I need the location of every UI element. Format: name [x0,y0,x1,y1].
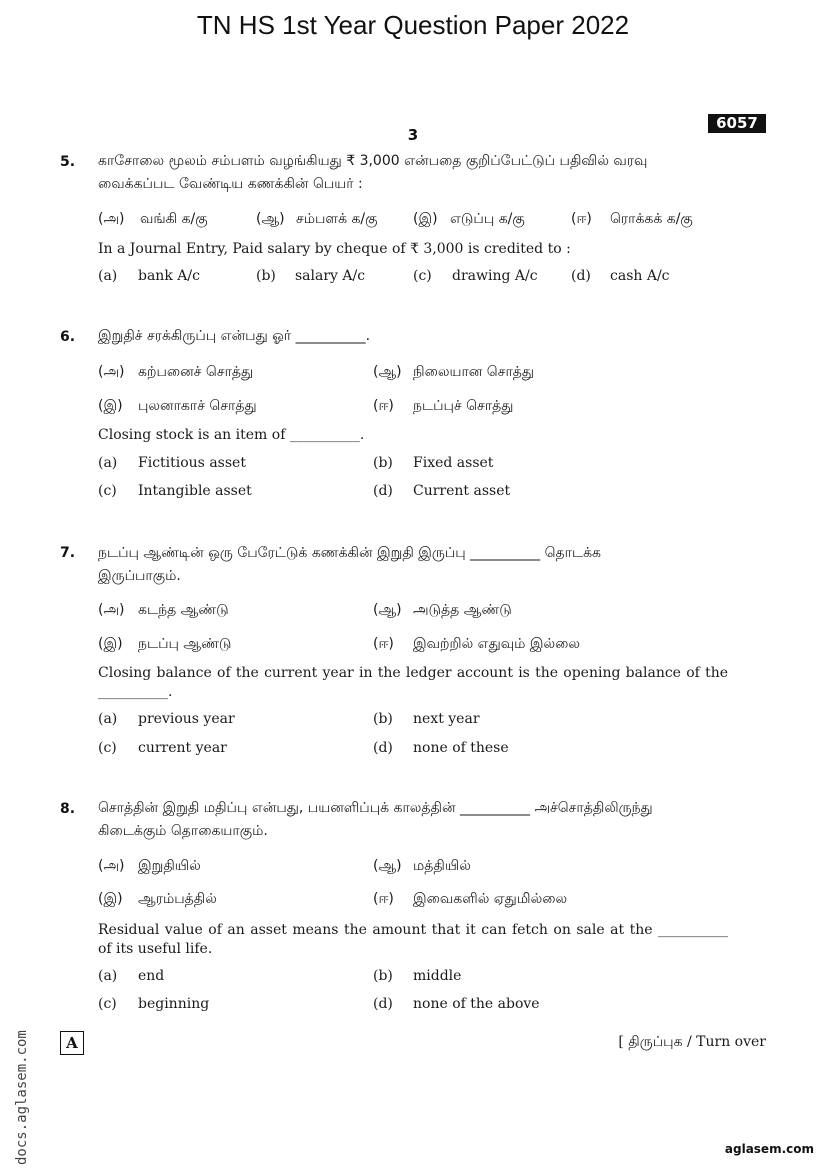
tamil-option-label: (ஆ) [373,602,402,618]
english-option-label: (c) [98,483,117,499]
english-option-label: (a) [98,455,118,471]
tamil-option-label: (இ) [98,891,123,907]
english-option-text: Current asset [413,483,511,499]
english-option-text: Fictitious asset [138,455,246,471]
english-option-label: (b) [373,711,393,727]
question-number: 8. [60,801,76,817]
tamil-option-text: கற்பனைச் சொத்து [138,364,254,380]
english-option-label: (b) [373,968,393,984]
english-option-label: (c) [98,740,117,756]
tamil-question-line: இருப்பாகும். [98,568,181,584]
tamil-option-text: நிலையான சொத்து [413,364,535,380]
tamil-option-label: (இ) [413,211,438,227]
english-option-text: Intangible asset [138,483,252,499]
tamil-option-text: வங்கி க/கு [140,211,208,227]
tamil-option-label: (ஈ) [571,211,592,227]
tamil-option-text: மத்தியில் [413,858,471,874]
tamil-option-label: (ஆ) [256,211,285,227]
tamil-question-line: இறுதிச் சரக்கிருப்பு என்பது ஓர் __________. [98,328,371,344]
english-option-text: salary A/c [295,268,366,284]
english-option-label: (c) [98,996,117,1012]
english-option-label: (d) [373,996,393,1012]
page-number: 3 [407,126,419,144]
tamil-option-label: (அ) [98,211,125,227]
version-letter-box: A [60,1031,84,1055]
page-header-title: TN HS 1st Year Question Paper 2022 [196,10,630,40]
english-option-label: (d) [373,740,393,756]
tamil-option-text: இறுதியில் [138,858,201,874]
english-option-text: middle [413,968,462,984]
english-option-label: (c) [413,268,432,284]
english-question: In a Journal Entry, Paid salary by cheque of ₹ 3,000 is credited to : [98,241,571,257]
english-option-label: (d) [373,483,393,499]
english-option-text: none of these [413,740,509,756]
english-option-label: (b) [373,455,393,471]
tamil-option-text: புலனாகாச் சொத்து [138,398,257,414]
english-option-text: bank A/c [138,268,200,284]
english-option-label: (a) [98,968,118,984]
tamil-option-label: (ஈ) [373,636,394,652]
tamil-option-label: (அ) [98,364,125,380]
brand-label: aglasem.com [724,1142,814,1156]
english-option-label: (d) [571,268,591,284]
tamil-option-text: நடப்புச் சொத்து [413,398,514,414]
tamil-option-text: எடுப்பு க/கு [450,211,525,227]
tamil-option-text: கடந்த ஆண்டு [138,602,229,618]
english-option-text: drawing A/c [452,268,538,284]
english-question: Closing balance of the current year in the ledger account is the opening balance of the __________. [98,665,728,700]
english-option-label: (a) [98,711,118,727]
tamil-option-label: (அ) [98,858,125,874]
tamil-question-line: காசோலை மூலம் சம்பளம் வழங்கியது ₹ 3,000 என்பதை குறிப்பேட்டுப் பதிவில் வரவு [98,153,648,169]
english-option-text: next year [413,711,480,727]
english-question: Closing stock is an item of __________. [98,427,365,443]
english-option-text: none of the above [413,996,540,1012]
english-option-text: cash A/c [610,268,670,284]
tamil-option-label: (ஈ) [373,398,394,414]
question-number: 6. [60,329,76,345]
tamil-question-line: கிடைக்கும் தொகையாகும். [98,823,268,839]
tamil-question-line: சொத்தின் இறுதி மதிப்பு என்பது, பயனளிப்புக் காலத்தின் __________ அச்சொத்திலிருந்து [98,800,653,816]
tamil-option-text: சம்பளக் க/கு [296,211,378,227]
turn-over-note: [ திருப்புக / Turn over [618,1034,766,1050]
tamil-option-text: ஆரம்பத்தில் [138,891,217,907]
question-number: 7. [60,545,76,561]
tamil-option-text: ரொக்கக் க/கு [610,211,693,227]
source-watermark: docs.aglasem.com [14,1030,30,1165]
tamil-option-text: நடப்பு ஆண்டு [138,636,232,652]
tamil-option-text: இவற்றில் எதுவும் இல்லை [413,636,580,652]
tamil-option-text: அடுத்த ஆண்டு [413,602,512,618]
tamil-option-text: இவைகளில் ஏதுமில்லை [413,891,568,907]
tamil-option-label: (ஆ) [373,364,402,380]
english-option-text: previous year [138,711,235,727]
english-question: Residual value of an asset means the amount that it can fetch on sale at the __________ of its useful life. [98,922,728,957]
english-option-label: (b) [256,268,276,284]
english-option-label: (a) [98,268,118,284]
tamil-option-label: (இ) [98,636,123,652]
tamil-option-label: (அ) [98,602,125,618]
tamil-question-line: நடப்பு ஆண்டின் ஒரு பேரேட்டுக் கணக்கின் இறுதி இருப்பு __________ தொடக்க [98,545,602,561]
tamil-question-line: வைக்கப்பட வேண்டிய கணக்கின் பெயர் : [98,176,363,192]
english-option-text: end [138,968,165,984]
tamil-option-label: (ஆ) [373,858,402,874]
tamil-option-label: (இ) [98,398,123,414]
paper-code-badge: 6057 [708,114,766,133]
english-option-text: current year [138,740,227,756]
english-option-text: Fixed asset [413,455,494,471]
question-number: 5. [60,154,76,170]
english-option-text: beginning [138,996,210,1012]
tamil-option-label: (ஈ) [373,891,394,907]
